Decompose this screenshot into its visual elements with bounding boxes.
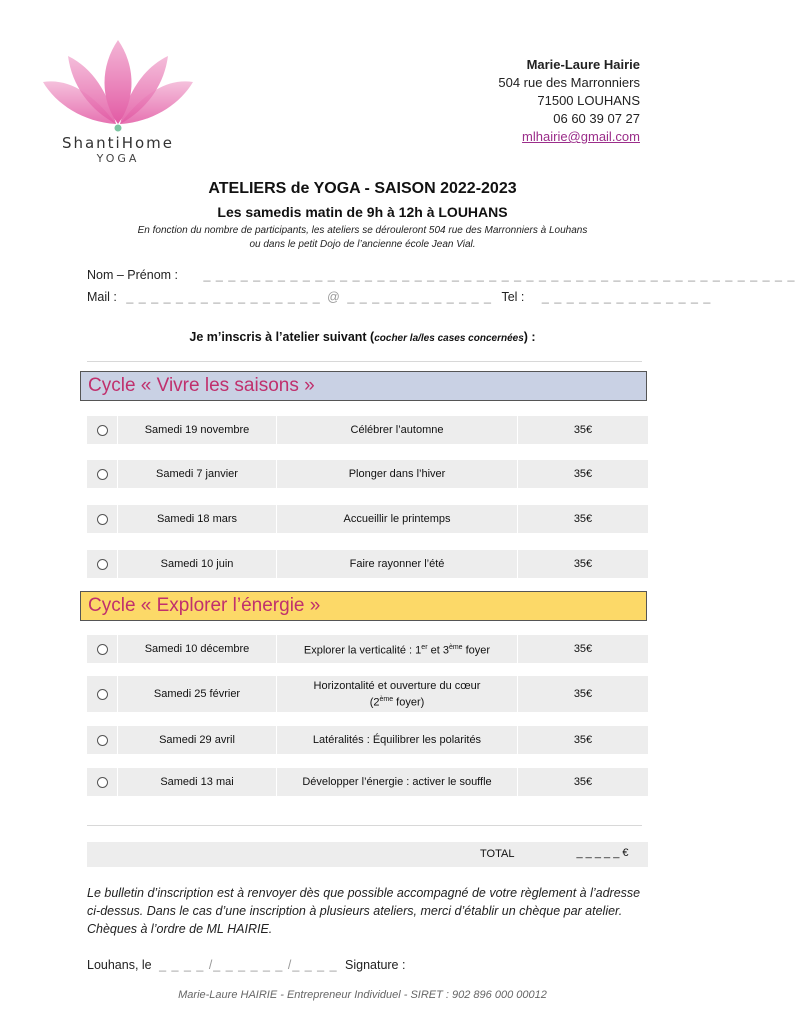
theme-text: et 3 [427, 644, 449, 657]
at-sign: @ [327, 290, 341, 304]
signature-label: Signature : [345, 958, 406, 972]
date-field[interactable]: _ _ _ _ /_ _ _ _ _ _ /_ _ _ _ [159, 958, 338, 972]
workshop-date: Samedi 29 avril [118, 726, 277, 754]
workshop-row [87, 726, 648, 754]
workshop-date: Samedi 19 novembre [118, 416, 277, 444]
location-note-line: En fonction du nombre de participants, les ateliers se dérouleront 504 rue des Marronniers à Louhans [137, 225, 588, 236]
theme-superscript: er [421, 643, 428, 651]
workshop-radio[interactable] [97, 644, 108, 655]
brand-name: ShantiHome [61, 134, 175, 152]
contact-city: 71500 LOUHANS [537, 93, 640, 108]
brand-subtitle: YOGA [96, 152, 140, 165]
workshop-row [87, 635, 648, 663]
legal-footer: Marie-Laure HAIRIE - Entrepreneur Individuel - SIRET : 902 896 000 00012 [178, 989, 547, 1001]
tel-field[interactable]: _ _ _ _ _ _ _ _ _ _ _ _ _ _ [541, 290, 712, 304]
workshop-theme [277, 676, 518, 712]
location-note [0, 224, 725, 252]
divider [87, 361, 642, 362]
workshop-date: Samedi 7 janvier [118, 460, 277, 488]
document-title: ATELIERS de YOGA - SAISON 2022-2023 [208, 180, 517, 197]
workshop-price: 35€ [573, 776, 593, 788]
mail-user-field[interactable]: _ _ _ _ _ _ _ _ _ _ _ _ _ _ _ _ [126, 290, 321, 304]
theme-superscript: ème [379, 695, 394, 703]
workshop-theme [277, 635, 518, 663]
theme-text: foyer) [393, 696, 425, 709]
workshop-date: Samedi 10 décembre [118, 635, 277, 663]
name-label: Nom – Prénom : [87, 268, 179, 282]
radio-cell [87, 635, 118, 663]
workshop-theme: Faire rayonner l’été [277, 550, 518, 578]
workshop-radio[interactable] [97, 514, 108, 525]
radio-cell [87, 505, 118, 533]
workshop-date: Samedi 13 mai [118, 768, 277, 796]
location-note-line: ou dans le petit Dojo de l’ancienne école Jean Vial. [249, 239, 476, 250]
workshop-radio[interactable] [97, 735, 108, 746]
theme-superscript: ème [448, 643, 463, 651]
workshop-date: Samedi 25 février [118, 676, 277, 712]
theme-text: foyer [462, 644, 491, 657]
radio-cell [87, 676, 118, 712]
workshop-theme: Latéralités : Équilibrer les polarités [277, 726, 518, 754]
workshop-price: 35€ [573, 734, 593, 746]
contact-street: 504 rue des Marronniers [498, 75, 640, 90]
radio-cell [87, 416, 118, 444]
workshop-row [87, 676, 648, 712]
workshop-price: 35€ [573, 468, 593, 480]
workshop-price: 35€ [573, 688, 593, 700]
radio-cell [87, 550, 118, 578]
workshop-radio[interactable] [97, 689, 108, 700]
workshop-row [87, 460, 648, 488]
register-hint: cocher la/les cases concernées [374, 333, 524, 344]
workshop-theme: Plonger dans l’hiver [277, 460, 518, 488]
workshop-radio[interactable] [97, 425, 108, 436]
place-label: Louhans, le [87, 958, 152, 972]
workshop-price: 35€ [573, 558, 593, 570]
lotus-icon [38, 38, 198, 138]
mail-field-row [87, 290, 711, 304]
contact-phone: 06 60 39 07 27 [553, 111, 640, 126]
theme-text: Horizontalité et ouverture du cœur [313, 679, 481, 692]
total-label: TOTAL [480, 848, 515, 860]
divider [87, 825, 642, 826]
contact-email-link[interactable]: mlhairie@gmail.com [522, 129, 640, 144]
mail-domain-field[interactable]: _ _ _ _ _ _ _ _ _ _ _ _ [347, 290, 492, 304]
workshop-row [87, 505, 648, 533]
contact-block [498, 56, 640, 146]
name-field-row [87, 268, 795, 282]
cycle-header: Cycle « Vivre les saisons » [80, 371, 647, 401]
instructions-paragraph: Le bulletin d’inscription est à renvoyer dès que possible accompagné de votre règlement à l’adresse ci-dessus. Dans le cas d’une inscription à plusieurs ateliers, merci d’établir un chèque par atelier. Chèques à l’ordre de ML HAIRIE. [87, 886, 641, 936]
workshop-theme: Célébrer l’automne [277, 416, 518, 444]
workshop-radio[interactable] [97, 559, 108, 570]
workshop-row [87, 550, 648, 578]
cycle-header: Cycle « Explorer l’énergie » [80, 591, 647, 621]
radio-cell [87, 460, 118, 488]
workshop-date: Samedi 10 juin [118, 550, 277, 578]
radio-cell [87, 768, 118, 796]
register-text: Je m’inscris à l’atelier suivant ( [189, 330, 375, 344]
workshop-theme: Accueillir le printemps [277, 505, 518, 533]
mail-label: Mail : [87, 290, 117, 304]
workshop-radio[interactable] [97, 469, 108, 480]
contact-name: Marie-Laure Hairie [526, 57, 640, 72]
workshop-row [87, 768, 648, 796]
name-field[interactable]: _ _ _ _ _ _ _ _ _ _ _ _ _ _ _ _ _ _ _ _ _ _ _ _ _ _ _ _ _ _ _ _ _ _ _ _ _ _ _ _ _ _ _ _ _ _ _ _ [203, 268, 795, 282]
theme-text: (2 [369, 696, 380, 709]
total-field[interactable]: _ _ _ _ _ € [576, 847, 629, 859]
register-instruction [0, 330, 725, 344]
register-end: ) : [523, 330, 536, 344]
place-date-row [87, 958, 338, 972]
workshop-date: Samedi 18 mars [118, 505, 277, 533]
workshop-radio[interactable] [97, 777, 108, 788]
workshop-price: 35€ [573, 513, 593, 525]
total-row [87, 842, 648, 867]
document-subtitle: Les samedis matin de 9h à 12h à LOUHANS [217, 204, 508, 220]
theme-text: Explorer la verticalité : 1 [303, 644, 422, 657]
shantihome-logo [38, 38, 198, 165]
radio-cell [87, 726, 118, 754]
workshop-price: 35€ [573, 424, 593, 436]
tel-label: Tel : [501, 290, 525, 304]
workshop-theme: Développer l’énergie : activer le souffle [277, 768, 518, 796]
workshop-price: 35€ [573, 643, 593, 655]
workshop-row [87, 416, 648, 444]
